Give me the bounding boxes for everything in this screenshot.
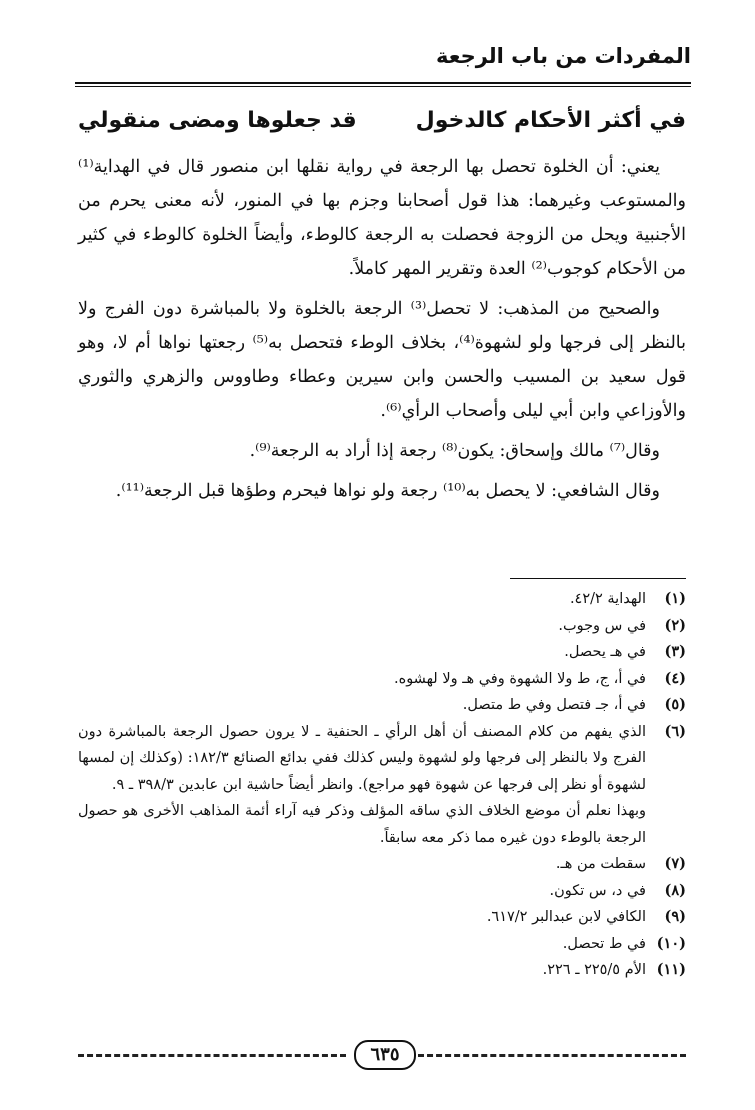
footnote [78, 666, 686, 693]
footer-dashed-rule-right [418, 1054, 686, 1057]
footnote-text: الأم ٢٢٥/٥ ـ ٢٢٦. [542, 962, 646, 978]
footnote-number: (٦) [664, 722, 686, 740]
footnote-text: الهداية ٤٢/٢. [569, 591, 646, 607]
footnote-number: (٩) [664, 908, 686, 925]
paragraph: يعني: أن الخلوة تحصل بها الرجعة في رواية نقلها ابن منصور قال في الهداية⁽¹⁾ والمستوعب وغيرهما: هذا قول أصحابنا وجزم بها في المنور، لأنه معنى يحرم من الأجنبية ويحل من الزوجة فحصلت به الرجعة كالوطء، وأيضاً الخلوة كالوطء في كثير من الأحكام كوجوب⁽²⁾ العدة وتقرير المهر كاملاً. [78, 157, 686, 279]
poem-verse [78, 100, 686, 140]
footer-dashed-rule-left [78, 1054, 346, 1057]
footnote [78, 904, 686, 931]
footnote-text: سقطت من هـ. [555, 856, 646, 872]
header-rule [75, 82, 691, 87]
footnote-text: الذي يفهم من كلام المصنف أن أهل الرأي ـ الحنفية ـ لا يرون حصول الرجعة بالمباشرة دون الفرج ولا بالنظر إلى فرجها ولو لشهوة وليس كذلك ففي بدائع الصنائع ١٨٢/٣: (وكذلك إن لمسها لشهوة أو نظر إلى فرجها عن شهوة فهو مراجع). وانظر أيضاً حاشية ابن عابدين ٣٩٨/٣ ـ ٩. [78, 723, 646, 793]
footnote-number: (٤) [664, 669, 686, 687]
paragraph: وقال الشافعي: لا يحصل به⁽¹⁰⁾ رجعة ولو نواها فيحرم وطؤها قبل الرجعة⁽¹¹⁾. [115, 481, 660, 501]
footnote-number: (٣) [664, 643, 686, 660]
footnote [78, 692, 686, 719]
footnote-text: في أ، ج، ط ولا الشهوة وفي هـ ولا لهشوه. [393, 670, 646, 687]
footnotes [78, 586, 686, 984]
footnote [78, 931, 686, 958]
footnote-number: (١) [664, 590, 686, 607]
commentary-body [78, 150, 686, 514]
footnote [78, 878, 686, 905]
footnote [78, 613, 686, 640]
verse-first-hemistich: في أكثر الأحكام كالدخول [415, 107, 686, 133]
footnote [78, 957, 686, 984]
verse-second-hemistich: قد جعلوها ومضى منقولي [78, 107, 357, 133]
footnote [78, 586, 686, 613]
footnote-text: في هـ يحصل. [564, 644, 646, 660]
footnote-separator [510, 578, 686, 579]
paragraph: وقال⁽⁷⁾ مالك وإسحاق: يكون⁽⁸⁾ رجعة إذا أراد به الرجعة⁽⁹⁾. [249, 441, 660, 461]
footnote-number: (١٠) [656, 934, 686, 952]
footnote-text: في أ، جـ فتصل وفي ط متصل. [462, 697, 646, 713]
footnote-number: (٧) [664, 855, 686, 872]
footnote [78, 639, 686, 666]
footnote-text: في د، س تكون. [549, 882, 646, 899]
footnote-text: في س وجوب. [558, 617, 646, 634]
page-footer [78, 1040, 686, 1070]
footnote [78, 851, 686, 878]
footnote [78, 719, 686, 799]
footnote-text: في ط تحصل. [562, 935, 646, 952]
footnote-number: (٨) [664, 881, 686, 899]
footnote-number: (٢) [664, 616, 686, 634]
running-head: المفردات من باب الرجعة [436, 44, 691, 68]
footnote-number: (١١) [656, 961, 686, 978]
footnote-continuation: وبهذا نعلم أن موضع الخلاف الذي ساقه المؤلف وذكر فيه آراء أئمة المذاهب الأخرى هو حصول الرجعة بالوطء دون غيره مما ذكر معه سابقاً. [78, 803, 646, 846]
paragraph: والصحيح من المذهب: لا تحصل⁽³⁾ الرجعة بالخلوة ولا بالمباشرة دون الفرج ولا بالنظر إلى فرجها ولو لشهوة⁽⁴⁾، بخلاف الوطء فتحصل به⁽⁵⁾ رجعتها نواها أم لا، وهو قول سعيد بن المسيب والحسن وابن سيرين وعطاء وطاووس والزهري والثوري والأوزاعي وابن أبي ليلى وأصحاب الرأي⁽⁶⁾. [78, 299, 686, 421]
footnote-text: الكافي لابن عبدالبر ٦١٧/٢. [486, 909, 646, 925]
footnote-number: (٥) [664, 696, 686, 713]
page-number: ٦٣٥ [354, 1040, 416, 1070]
